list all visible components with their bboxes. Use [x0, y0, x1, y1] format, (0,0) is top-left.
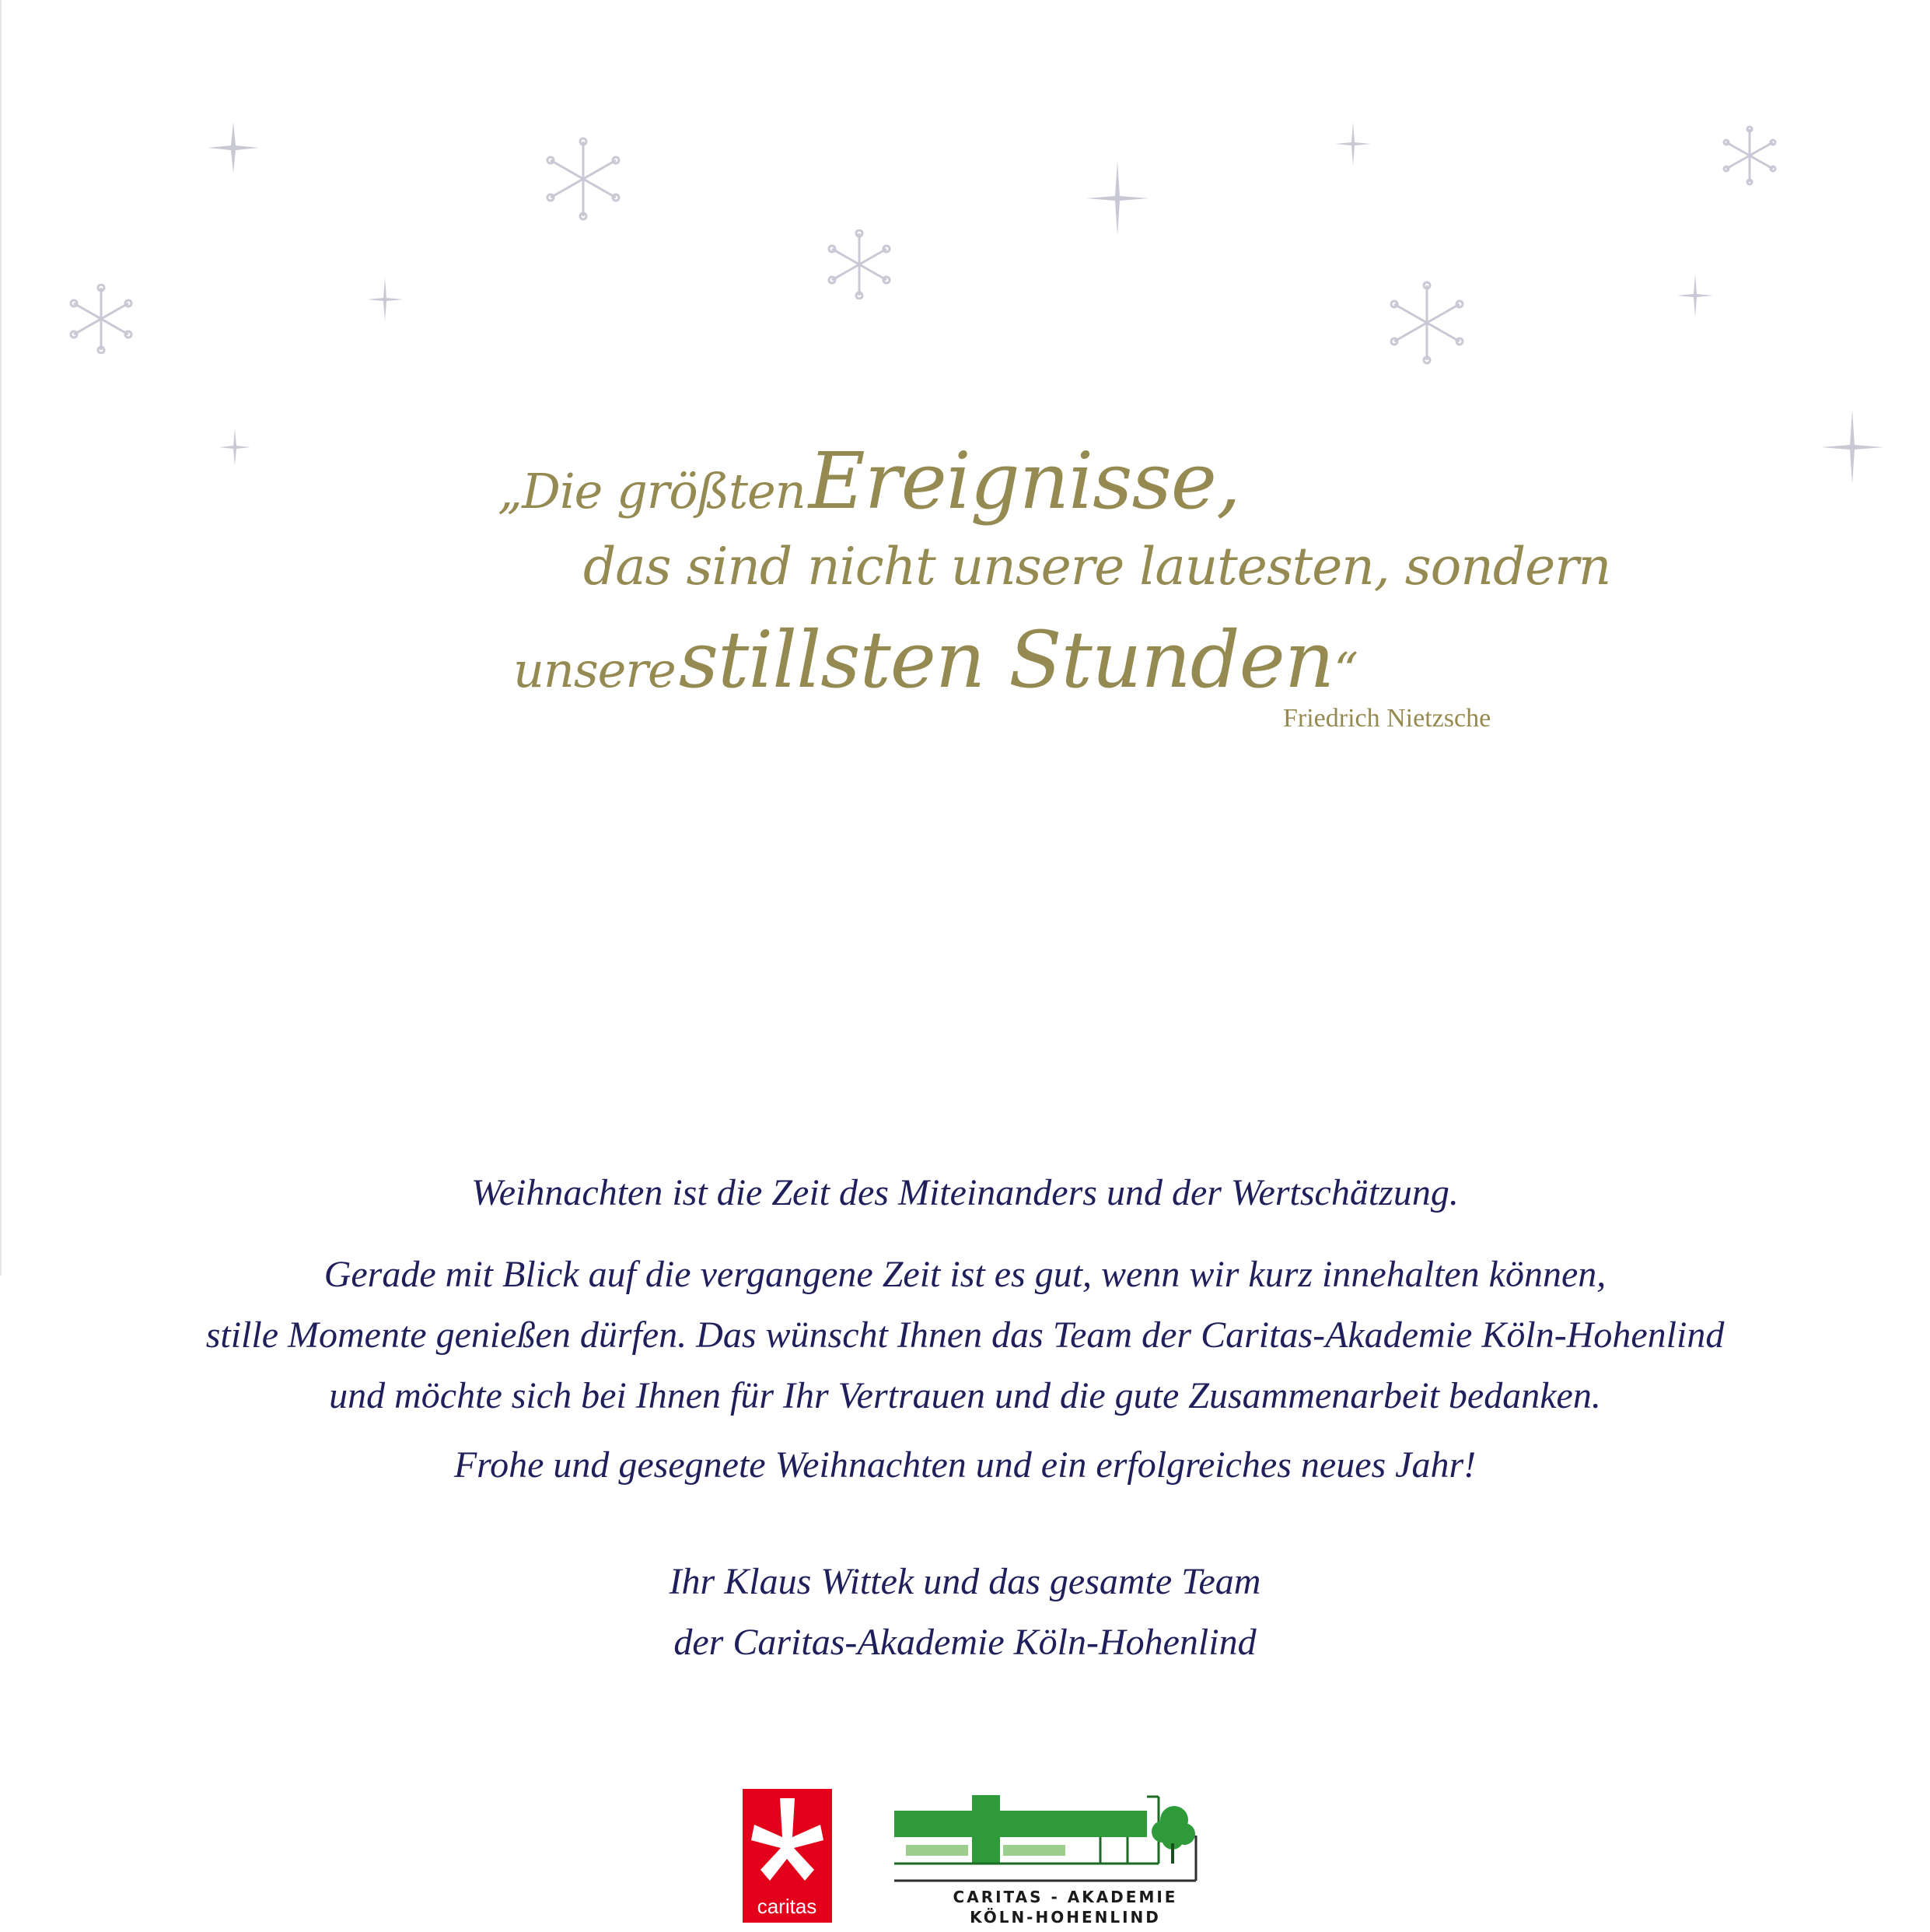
quote-close-mark: “	[1334, 642, 1358, 698]
star-sparkle-icon	[1820, 408, 1885, 486]
message-intro	[0, 1163, 1930, 1223]
signature	[0, 1552, 1930, 1673]
page-edge-rule	[0, 0, 2, 1276]
quote-line-3	[513, 614, 1358, 705]
star-sparkle-icon	[206, 121, 260, 175]
akademie-logo-text-2: KÖLN-HOHENLIND	[970, 1908, 1161, 1927]
quote-line-3-big: stillsten Stunden	[678, 614, 1334, 705]
quote-line-2: das sind nicht unsere lautesten, sondern	[583, 537, 1611, 597]
caritas-akademie-logo	[894, 1789, 1198, 1929]
star-sparkle-icon	[1085, 159, 1150, 237]
snowflake-icon	[66, 284, 136, 354]
message-greeting	[0, 1435, 1930, 1496]
snowflake-icon	[1384, 280, 1470, 366]
message-line: Weihnachten ist die Zeit des Miteinanders und der Wertschätzung.	[471, 1172, 1459, 1213]
quote-author: Friedrich Nietzsche	[1283, 704, 1491, 733]
star-sparkle-icon	[365, 276, 404, 323]
message-line: Gerade mit Blick auf die vergangene Zeit ist es gut, wenn wir kurz innehalten können,	[323, 1254, 1607, 1295]
quote-line-1	[498, 436, 1240, 527]
logo-bar	[0, 1789, 1930, 1929]
message-paragraph	[0, 1244, 1930, 1426]
quote-line-1-big: Ereignisse,	[808, 436, 1240, 527]
signature-line: Ihr Klaus Wittek und das gesamte Team	[669, 1561, 1261, 1602]
message-line: stille Momente genießen dürfen. Das wünscht Ihnen das Team der Caritas-Akademie Köln-Hohenlind	[205, 1314, 1725, 1356]
signature-line: der Caritas-Akademie Köln-Hohenlind	[673, 1622, 1257, 1663]
caritas-logo-text: caritas	[757, 1895, 817, 1918]
caritas-logo	[743, 1789, 832, 1923]
message-line: und möchte sich bei Ihnen für Ihr Vertrauen und die gute Zusammenarbeit bedanken.	[329, 1375, 1601, 1416]
star-sparkle-icon	[218, 428, 252, 467]
quote-line-3-small: unsere	[513, 642, 676, 698]
star-sparkle-icon	[1676, 272, 1715, 319]
akademie-logo-text-1: CARITAS - AKADEMIE	[953, 1888, 1178, 1906]
quote-line-1-small: Die größten	[522, 463, 806, 520]
snowflake-icon	[1718, 124, 1781, 187]
star-sparkle-icon	[1334, 121, 1372, 167]
quote-open-mark: „	[498, 463, 523, 520]
message-line: Frohe und gesegnete Weihnachten und ein erfolgreiches neues Jahr!	[453, 1444, 1477, 1486]
snowflake-icon	[824, 229, 894, 299]
snowflake-icon	[540, 136, 626, 222]
